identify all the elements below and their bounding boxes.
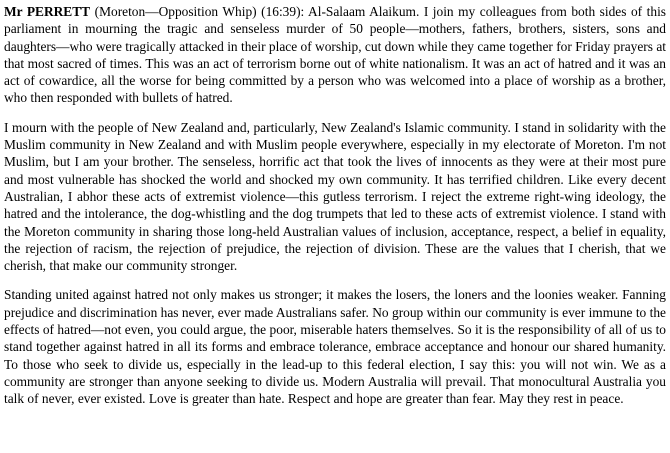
speech-paragraph-1-text: Al-Salaam Alaikum. I join my colleagues from both sides of this parliament in mourning the tragic and senseless murder of 50 people—mothers, fathers, brothers, sisters, sons and daughters—who were tragically attacked in their place of worship, cut down while they came together for Friday prayers at that most sacred of times. This was an act of terrorism borne out of white nationalism. It was an act of hatred and it was an act of cowardice, all the worse for being committed by a person who was welcomed into a place of worship as a brother, who then responded with bullets of hatred. [4,4,666,106]
speaker-detail: (Moreton—Opposition Whip) (16:39): [90,4,309,19]
speech-paragraph-2: I mourn with the people of New Zealand and, particularly, New Zealand's Islamic community. I stand in solidarity with the Muslim community in New Zealand and with Muslim people everywhere, especially in my electorate of Moreton. I'm not Muslim, but I am your brother. The senseless, horrific act that took the lives of innocents as they were at their most pure and most vulnerable has shocked the world and shocked my own community. It has terrified children. Like every decent Australian, I abhor these acts of extremist violence—this gutless terrorism. I reject the extreme right-wing ideology, the hatred and the intolerance, the dog-whistling and the dog trumpets that led to these acts of extremist violence. I stand with the Moreton community in sharing those long-held Australian values of inclusion, acceptance, respect, a belief in equality, the rejection of racism, the rejection of prejudice, the rejection of division. These are the values that I cherish, that we cherish, that make our community stronger. [4,119,666,274]
speaker-name: Mr PERRETT [4,4,91,19]
speech-paragraph-3: Standing united against hatred not only makes us stronger; it makes the losers, the loners and the loonies weaker. Fanning prejudice and discrimination has never, ever made Australians safer. No group within our community is ever immune to the effects of hatred—not even, you could argue, the poor, miserable haters themselves. So it is the responsibility of all of us to stand together against hatred in all its forms and embrace tolerance, embrace acceptance and honour our shared humanity. To those who seek to divide us, especially in the lead-up to this federal election, I say this: you will not win. We as a community are stronger than anyone seeking to divide us. Modern Australia will prevail. That monocultural Australia you talk of never, ever existed. Love is greater than hate. Respect and hope are greater than fear. May they rest in peace. [4,287,666,407]
speech-paragraph-1 [4,3,666,107]
